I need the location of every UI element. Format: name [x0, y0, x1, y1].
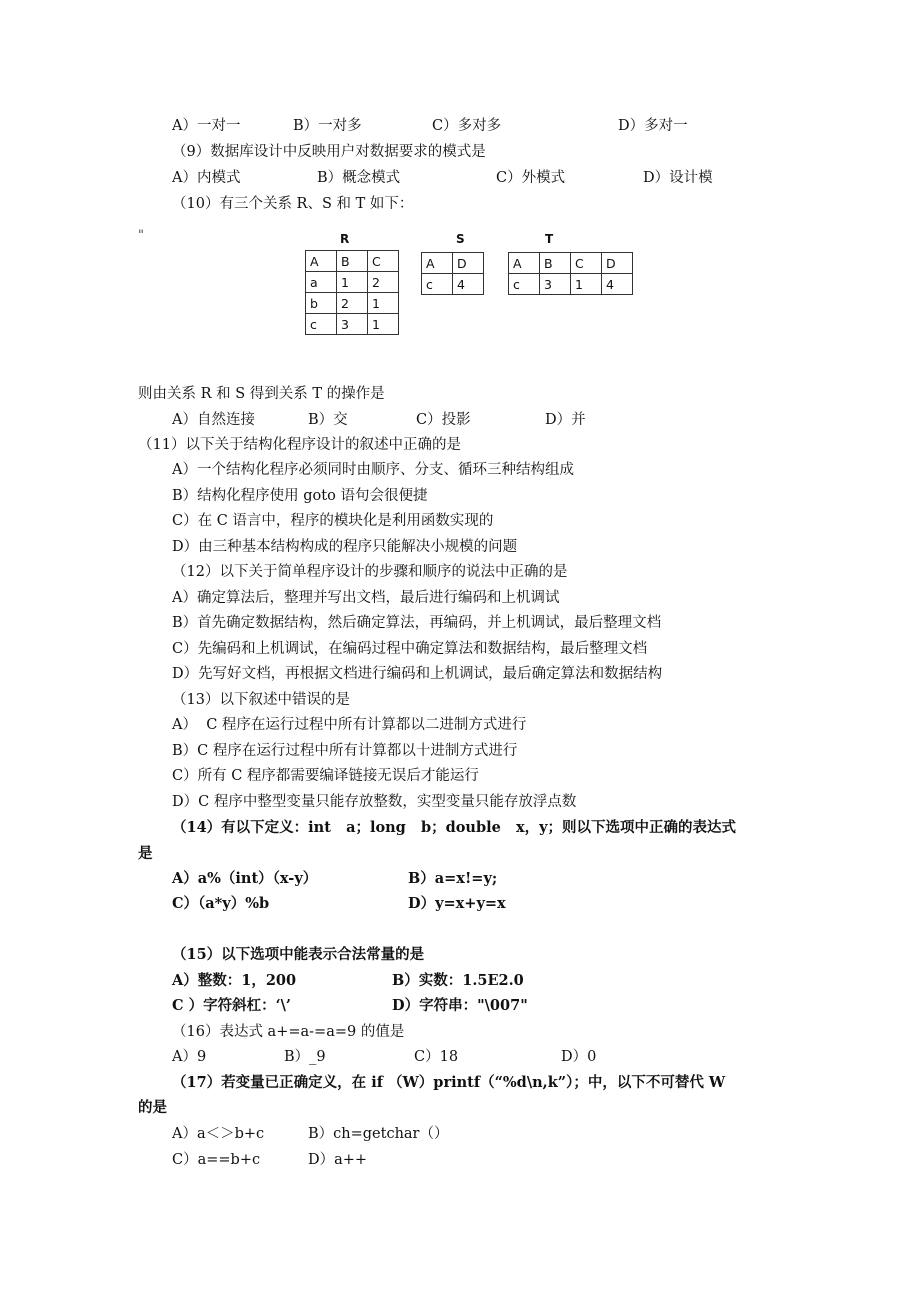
q15-stem: （15）以下选项中能表示合法常量的是: [172, 946, 425, 963]
q17-stem-line2: 的是: [138, 1099, 167, 1116]
s-cell: D: [453, 253, 484, 274]
q11-option-c: C）在 C 语言中，程序的模块化是利用函数实现的: [172, 513, 494, 529]
relation-r-title: R: [340, 232, 350, 246]
q12-option-c: C）先编码和上机调试，在编码过程中确定算法和数据结构，最后整理文档: [172, 641, 648, 657]
relation-t-table: [508, 252, 633, 295]
q14-option-a: A）a%（int）（x-y）: [172, 870, 318, 887]
q9-option-c: C）外模式: [496, 170, 566, 186]
q16-stem: （16）表达式 a+=a-=a=9 的值是: [172, 1024, 405, 1040]
q9-option-b: B）概念模式: [317, 170, 401, 186]
relation-t-title: T: [545, 232, 554, 246]
r-cell: 1: [368, 314, 399, 335]
q15-option-c: C ）字符斜杠：‘\’: [172, 997, 291, 1014]
s-cell: A: [422, 253, 453, 274]
q8-option-b: B）一对多: [293, 118, 362, 134]
q14-option-c: C）（a*y）%b: [172, 895, 270, 912]
q13-option-b: B）C 程序在运行过程中所有计算都以十进制方式进行: [172, 743, 518, 759]
q14-option-b: B）a=x!=y;: [408, 870, 498, 887]
q10-option-a: A）自然连接: [172, 412, 255, 428]
q8-option-a: A）一对一: [172, 118, 241, 134]
q14-stem-line2: 是: [138, 845, 153, 862]
q16-option-d: D）0: [561, 1049, 597, 1065]
r-cell: b: [306, 293, 337, 314]
q11-option-d: D）由三种基本结构构成的程序只能解决小规模的问题: [172, 539, 518, 555]
q13-option-d: D）C 程序中整型变量只能存放整数，实型变量只能存放浮点数: [172, 794, 577, 810]
t-cell: 1: [571, 274, 602, 295]
q9-stem: （9）数据库设计中反映用户对数据要求的模式是: [172, 144, 486, 160]
r-cell: 2: [337, 293, 368, 314]
q9-option-a: A）内模式: [172, 170, 241, 186]
t-cell: 3: [540, 274, 571, 295]
r-cell: B: [337, 251, 368, 272]
q8-option-d: D）多对一: [618, 118, 688, 134]
q8-option-c: C）多对多: [432, 118, 502, 134]
q15-option-a: A）整数：1，200: [172, 972, 297, 989]
q15-option-b: B）实数：1.5E2.0: [392, 972, 524, 989]
q11-option-b: B）结构化程序使用 goto 语句会很便捷: [172, 488, 428, 504]
t-cell: c: [509, 274, 540, 295]
t-cell: 4: [602, 274, 633, 295]
r-cell: 3: [337, 314, 368, 335]
r-cell: 1: [337, 272, 368, 293]
relation-s-title: S: [456, 232, 465, 246]
q13-option-a: A） C 程序在运行过程中所有计算都以二进制方式进行: [172, 717, 527, 733]
r-cell: a: [306, 272, 337, 293]
q10-option-c: C）投影: [416, 412, 471, 428]
q12-stem: （12）以下关于简单程序设计的步骤和顺序的说法中正确的是: [172, 564, 568, 580]
q16-option-a: A）9: [172, 1049, 207, 1065]
relation-r-table: [305, 250, 399, 335]
s-cell: c: [422, 274, 453, 295]
q14-stem-line1: （14）有以下定义：int a；long b；double x，y；则以下选项中正确的表达式: [172, 819, 737, 836]
q17-option-b: B）ch=getchar（）: [308, 1126, 449, 1142]
q10-option-b: B）交: [308, 412, 348, 428]
stray-quote-mark: ": [138, 228, 144, 243]
t-cell: A: [509, 253, 540, 274]
q17-stem-line1: （17）若变量已正确定义，在 if （W）printf（“%d\n,k”）；中，以下不可替代 W: [172, 1074, 726, 1091]
q13-option-c: C）所有 C 程序都需要编译链接无误后才能运行: [172, 768, 479, 784]
r-cell: 2: [368, 272, 399, 293]
q10-option-d: D）并: [545, 412, 586, 428]
r-cell: 1: [368, 293, 399, 314]
r-cell: c: [306, 314, 337, 335]
q13-stem: （13）以下叙述中错误的是: [172, 692, 350, 708]
q14-option-d: D）y=x+y=x: [408, 895, 506, 912]
q17-option-a: A）a＜＞b+c: [172, 1126, 265, 1142]
relation-s-table: [421, 252, 484, 295]
q11-stem: （11）以下关于结构化程序设计的叙述中正确的是: [138, 437, 461, 453]
r-cell: C: [368, 251, 399, 272]
q12-option-d: D）先写好文档，再根据文档进行编码和上机调试，最后确定算法和数据结构: [172, 666, 663, 682]
q9-option-d: D）设计模: [643, 170, 713, 186]
q16-option-b: B）_9: [284, 1049, 326, 1065]
q17-option-d: D）a++: [308, 1152, 368, 1168]
q10-stem: （10）有三个关系 R、S 和 T 如下：: [172, 196, 414, 212]
r-cell: A: [306, 251, 337, 272]
q15-option-d: D）字符串："\007": [392, 997, 528, 1014]
t-cell: C: [571, 253, 602, 274]
t-cell: D: [602, 253, 633, 274]
q17-option-c: C）a==b+c: [172, 1152, 261, 1168]
q12-option-b: B）首先确定数据结构，然后确定算法，再编码，并上机调试，最后整理文档: [172, 615, 662, 631]
s-cell: 4: [453, 274, 484, 295]
q12-option-a: A）确定算法后，整理并写出文档，最后进行编码和上机调试: [172, 590, 560, 606]
q10-follow: 则由关系 R 和 S 得到关系 T 的操作是: [138, 386, 385, 402]
t-cell: B: [540, 253, 571, 274]
q16-option-c: C）18: [414, 1049, 459, 1065]
q11-option-a: A）一个结构化程序必须同时由顺序、分支、循环三种结构组成: [172, 462, 574, 478]
